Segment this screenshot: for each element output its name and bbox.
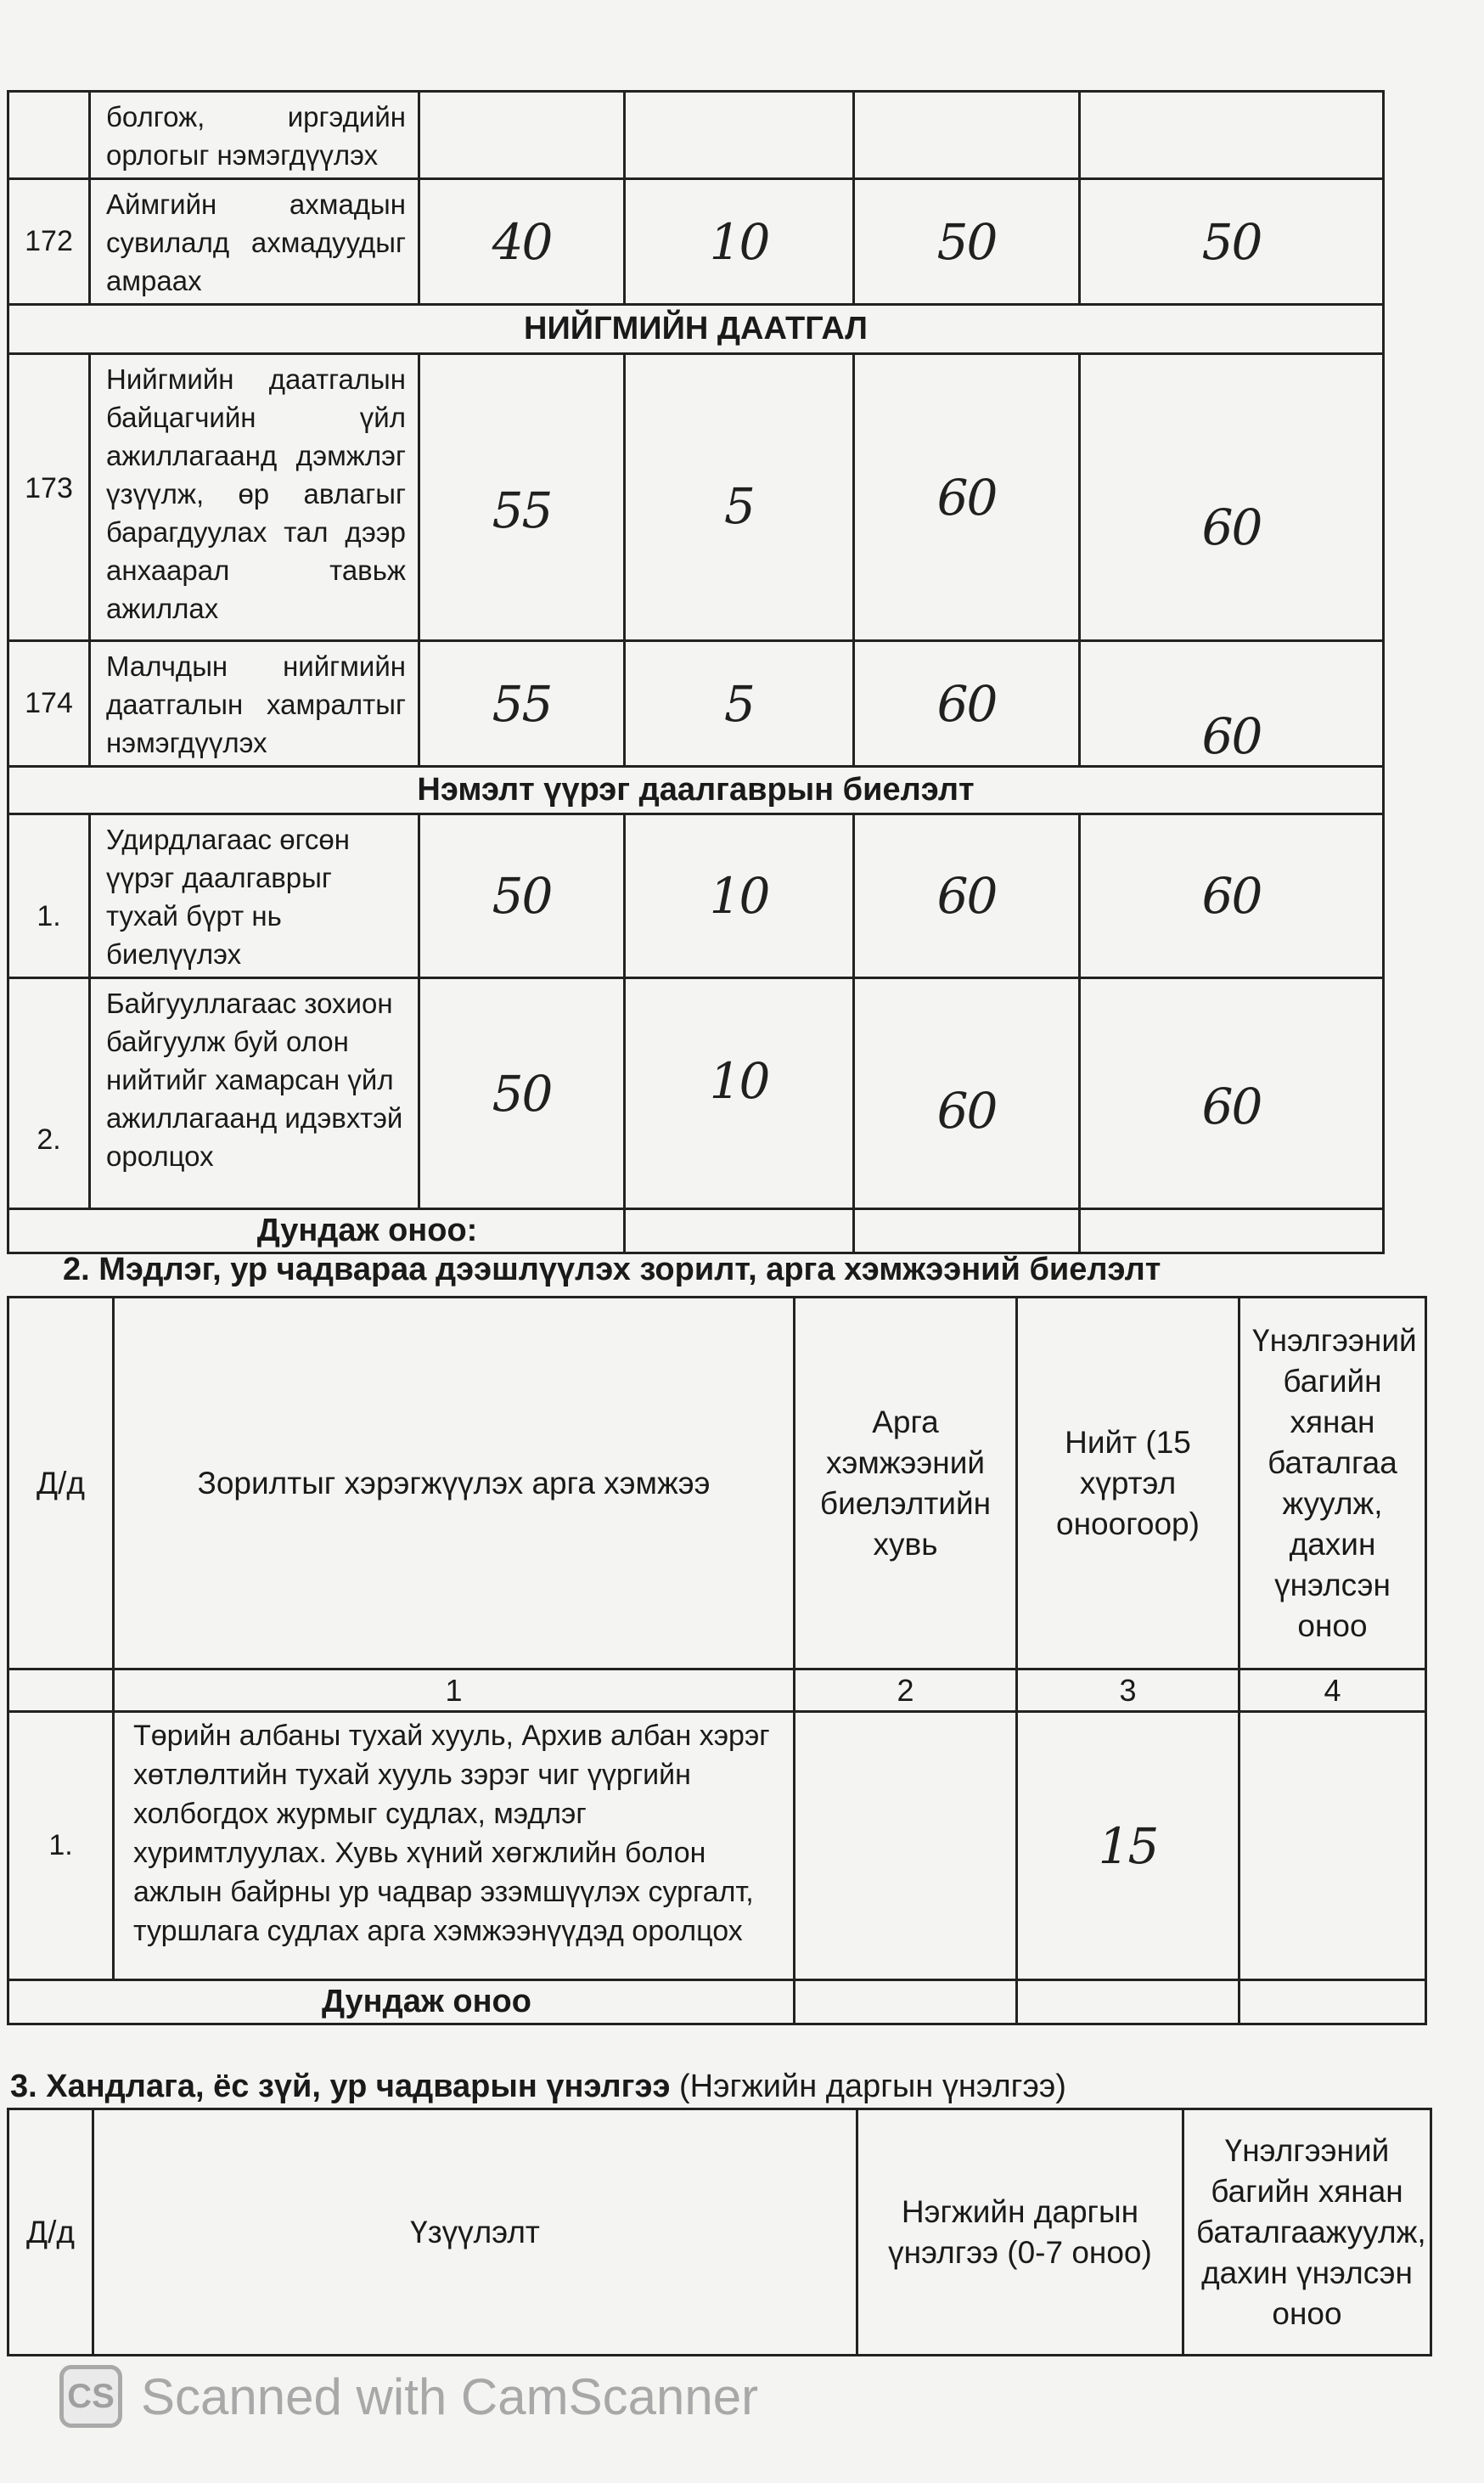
handwritten-mark: 5 <box>625 641 854 767</box>
row-description: болгож, иргэдийн орлогыг нэмэгдүүлэх <box>90 92 419 179</box>
header-row <box>8 1298 1426 1669</box>
handwritten-mark: 60 <box>854 354 1080 641</box>
camscanner-watermark <box>59 2365 758 2428</box>
average-row <box>8 1980 1426 2024</box>
handwritten-mark: 55 <box>419 354 625 641</box>
mark-cell <box>854 92 1080 179</box>
handwritten-mark: 60 <box>1080 978 1384 1209</box>
handwritten-mark: 50 <box>854 179 1080 305</box>
row-number: 2. <box>8 978 90 1209</box>
table-activities <box>7 90 1385 1254</box>
row-description: Байгууллагаас зохион байгуулж буй олон нийтийг хамарсан үйл ажиллагаанд идэвхтэй оролцох <box>90 978 419 1209</box>
section-2-title: 2. Мэдлэг, ур чадвараа дээшлүүлэх зорилт, арга хэмжээний биелэлт <box>63 1252 1161 1287</box>
header-indicator: Үзүүлэлт <box>93 2109 857 2356</box>
table-knowledge <box>7 1296 1427 2025</box>
table-row <box>8 814 1384 978</box>
section-3-title-note: (Нэгжийн даргын үнэлгээ) <box>670 2069 1066 2104</box>
header-review: Үнэлгээний багийн хянан баталгаажуулж, дахин үнэлсэн оноо <box>1183 2109 1431 2356</box>
section-heading-row <box>8 767 1384 814</box>
header-total: Нийт (15 хүртэл оноогоор) <box>1017 1298 1239 1669</box>
average-cell <box>1239 1980 1426 2024</box>
handwritten-mark: 60 <box>854 641 1080 767</box>
header-review: Үнэлгээний багийн хянан баталгаа жуулж, дахин үнэлсэн оноо <box>1239 1298 1426 1669</box>
handwritten-mark: 60 <box>1080 354 1384 641</box>
average-cell <box>1080 1209 1384 1253</box>
section-heading: НИЙГМИЙН ДААТГАЛ <box>8 305 1384 354</box>
handwritten-mark: 50 <box>419 978 625 1209</box>
watermark-text: Scanned with CamScanner <box>141 2368 759 2425</box>
mark-cell <box>419 92 625 179</box>
average-row <box>8 1209 1384 1253</box>
header-head-eval: Нэгжийн даргын үнэлгээ (0-7 оноо) <box>857 2109 1183 2356</box>
row-description: Аймгийн ахмадын сувилалд ахмадуудыг амраах <box>90 179 419 305</box>
section-heading-row <box>8 305 1384 354</box>
column-number: 3 <box>1017 1669 1239 1712</box>
review-cell <box>1239 1712 1426 1980</box>
section-heading: Нэмэлт үүрэг даалгаврын биелэлт <box>8 767 1384 814</box>
handwritten-mark: 10 <box>625 978 854 1209</box>
row-description: Төрийн албаны тухай хууль, Архив албан хэрэг хөтлөлтийн тухай хууль зэрэг чиг үүргийн холбогдох журмыг судлах, мэдлэг хуримтлуулах. Хувь хүний хөгжлийн болон ажлын байрны ур чадвар эзэмшүүлэх сургалт, туршлага судлах арга хэмжээнүүдэд оролцох <box>114 1712 795 1980</box>
row-number: 174 <box>8 641 90 767</box>
table-row <box>8 354 1384 641</box>
row-description: Нийгмийн даатгалын байцагчийн үйл ажиллагаанд дэмжлэг үзүүлж, өр авлагыг барагдуулах тал дээр анхаарал тавьж ажиллах <box>90 354 419 641</box>
handwritten-mark: 50 <box>1080 179 1384 305</box>
row-description: Удирдлагаас өгсөн үүрэг даалгаврыг тухай бүрт нь биелүүлэх <box>90 814 419 978</box>
handwritten-mark: 10 <box>625 179 854 305</box>
row-number: 1. <box>8 814 90 978</box>
handwritten-mark: 40 <box>419 179 625 305</box>
handwritten-mark: 55 <box>419 641 625 767</box>
handwritten-mark: 10 <box>625 814 854 978</box>
row-number: 173 <box>8 354 90 641</box>
table-row <box>8 978 1384 1209</box>
handwritten-mark: 15 <box>1017 1712 1239 1980</box>
average-label: Дундаж оноо: <box>8 1209 625 1253</box>
table-attitude <box>7 2108 1432 2356</box>
section-3-title-bold: 3. Хандлага, ёс зүй, ур чадварын үнэлгээ <box>10 2069 671 2104</box>
row-number <box>8 92 90 179</box>
header-percent: Арга хэмжээний биелэлтийн хувь <box>795 1298 1017 1669</box>
average-cell <box>1017 1980 1239 2024</box>
table-row <box>8 92 1384 179</box>
handwritten-mark: 5 <box>625 354 854 641</box>
header-measure: Зорилтыг хэрэгжүүлэх арга хэмжээ <box>114 1298 795 1669</box>
handwritten-mark: 50 <box>419 814 625 978</box>
average-cell <box>625 1209 854 1253</box>
average-label: Дундаж оноо <box>8 1980 795 2024</box>
handwritten-mark: 60 <box>1080 641 1384 767</box>
column-number: 1 <box>114 1669 795 1712</box>
header-dd: Д/д <box>8 1298 114 1669</box>
header-row <box>8 2109 1431 2356</box>
column-number-row <box>8 1669 1426 1712</box>
section-3-title <box>10 2069 1066 2105</box>
average-cell <box>854 1209 1080 1253</box>
column-number-cell <box>8 1669 114 1712</box>
table-row <box>8 1712 1426 1980</box>
table-row <box>8 641 1384 767</box>
row-description: Малчдын нийгмийн даатгалын хамралтыг нэмэгдүүлэх <box>90 641 419 767</box>
handwritten-mark: 60 <box>854 814 1080 978</box>
camscanner-logo-icon: CS <box>59 2365 122 2428</box>
table-row <box>8 179 1384 305</box>
row-number: 172 <box>8 179 90 305</box>
column-number: 2 <box>795 1669 1017 1712</box>
average-cell <box>795 1980 1017 2024</box>
percent-cell <box>795 1712 1017 1980</box>
header-dd: Д/д <box>8 2109 93 2356</box>
mark-cell <box>1080 92 1384 179</box>
row-number: 1. <box>8 1712 114 1980</box>
handwritten-mark: 60 <box>1080 814 1384 978</box>
column-number: 4 <box>1239 1669 1426 1712</box>
handwritten-mark: 60 <box>854 978 1080 1209</box>
mark-cell <box>625 92 854 179</box>
